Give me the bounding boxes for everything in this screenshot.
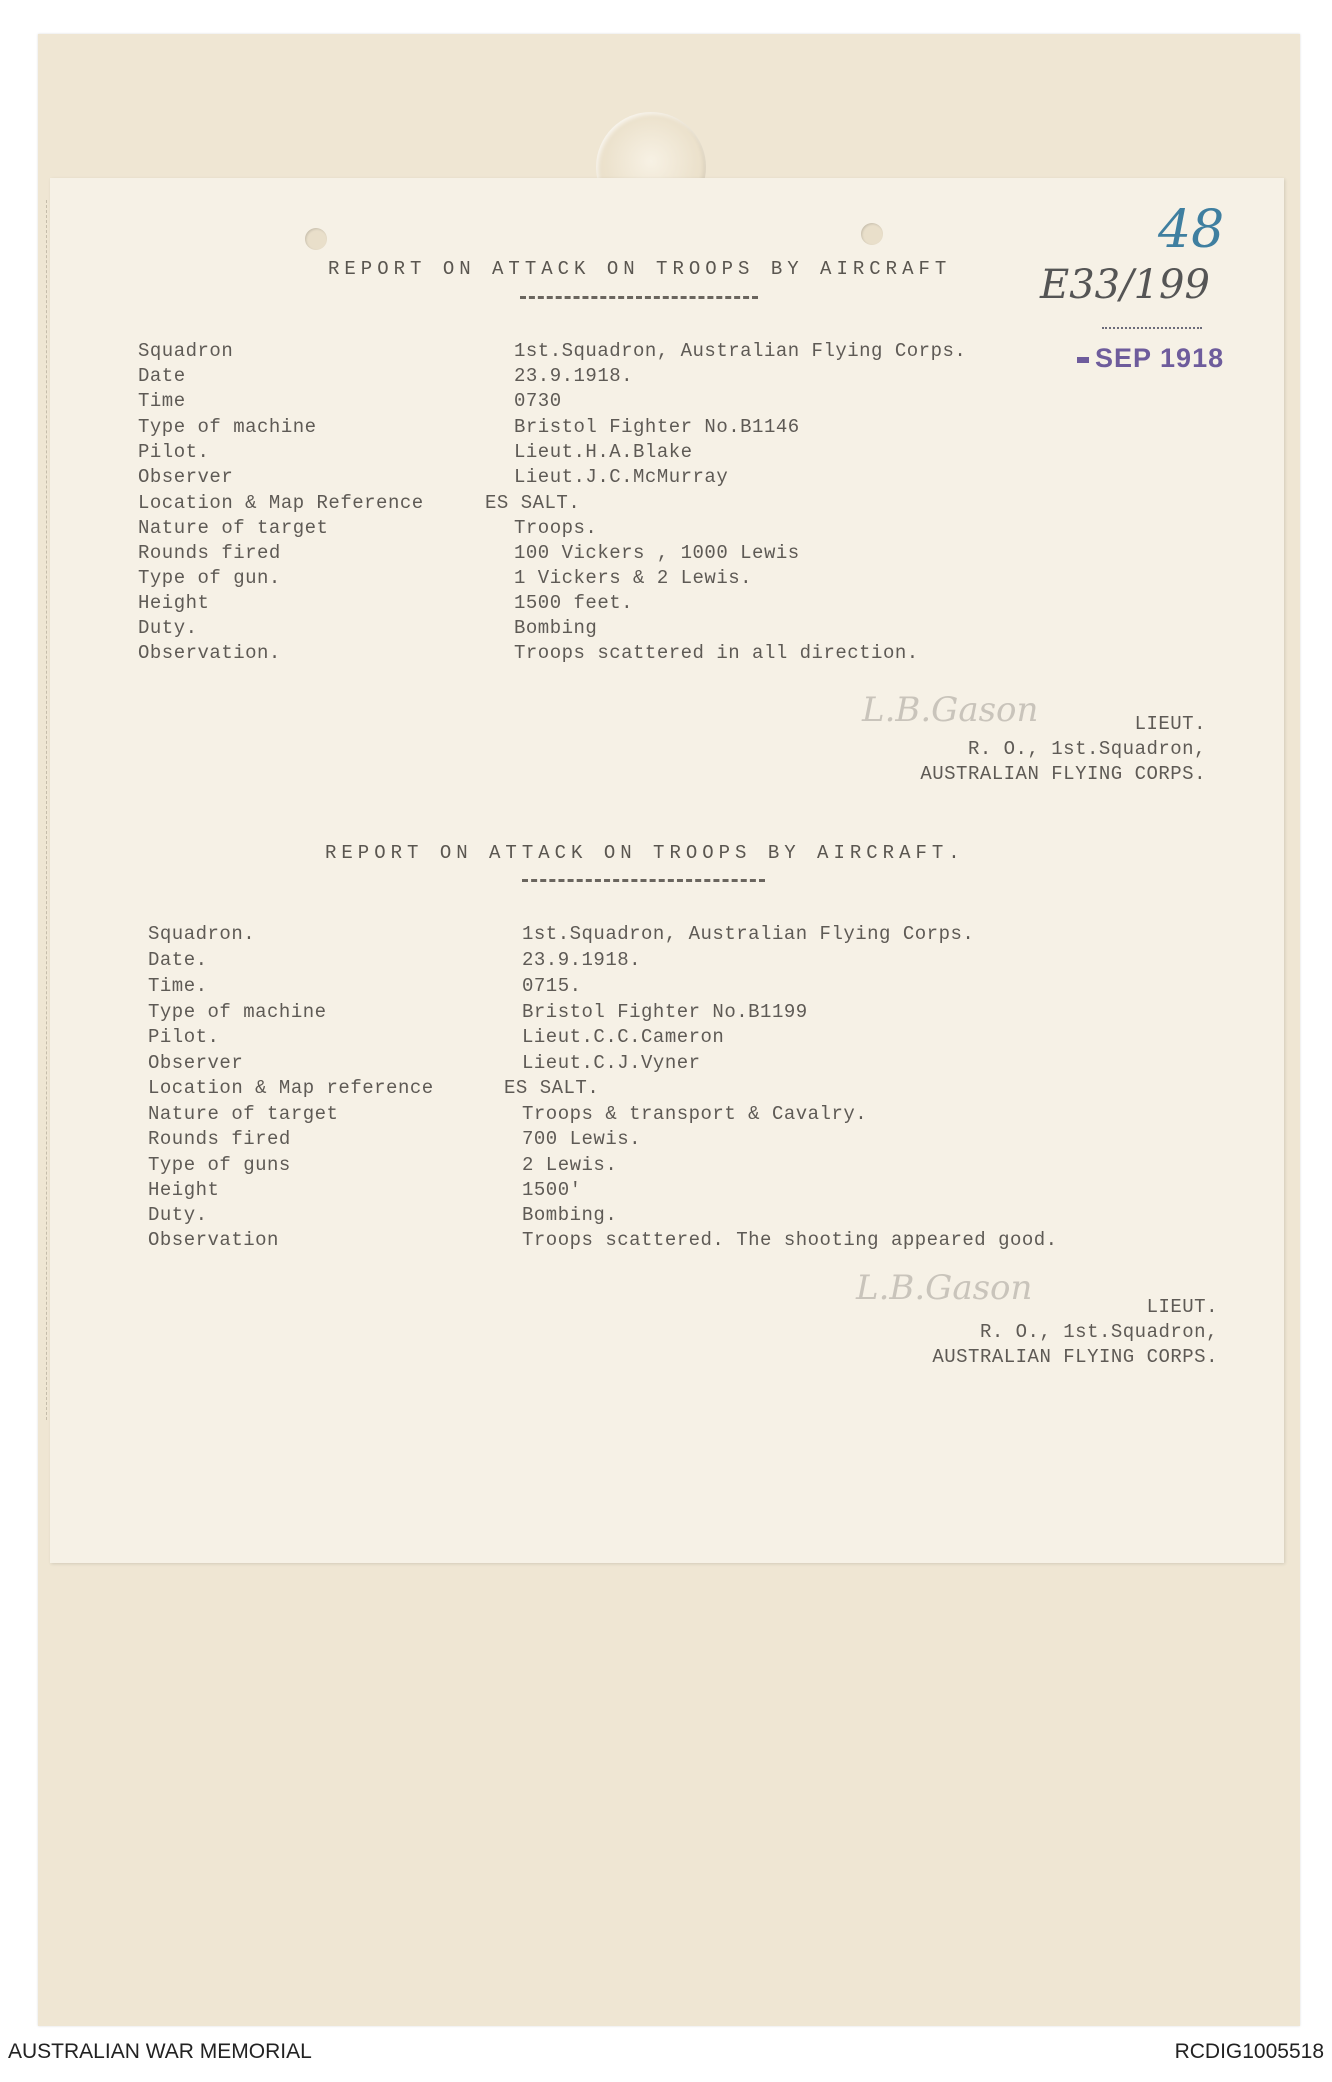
unit-text: AUSTRALIAN FLYING CORPS. bbox=[920, 763, 1206, 785]
field-value: 2 Lewis. bbox=[522, 1154, 618, 1176]
field-label: Type of machine bbox=[138, 416, 317, 438]
stamp-dash-icon bbox=[1077, 357, 1089, 363]
field-value: 0730 bbox=[514, 390, 562, 412]
field-value: 100 Vickers , 1000 Lewis bbox=[514, 542, 800, 564]
field-value: Troops & transport & Cavalry. bbox=[522, 1103, 868, 1125]
field-label: Date. bbox=[148, 949, 208, 971]
field-value: 1 Vickers & 2 Lewis. bbox=[514, 567, 753, 589]
field-label: Rounds fired bbox=[138, 542, 281, 564]
dotted-line bbox=[1102, 327, 1202, 329]
field-label: Location & Map Reference bbox=[138, 492, 424, 514]
rank-text: LIEUT. bbox=[1146, 1296, 1218, 1318]
field-label: Type of machine bbox=[148, 1001, 327, 1023]
field-label: Time. bbox=[148, 975, 208, 997]
field-value: Bombing. bbox=[522, 1204, 618, 1226]
role-text: R. O., 1st.Squadron, bbox=[967, 738, 1206, 760]
title-underline bbox=[522, 879, 765, 882]
footer-record-id: RCDIG1005518 bbox=[1174, 2040, 1324, 2063]
field-label: Rounds fired bbox=[148, 1128, 291, 1150]
title-underline bbox=[520, 296, 758, 299]
field-value: Lieut.C.J.Vyner bbox=[522, 1052, 701, 1074]
field-label: Date bbox=[138, 365, 186, 387]
punch-hole-icon bbox=[305, 228, 327, 250]
field-label: Observation. bbox=[138, 642, 281, 664]
field-label: Squadron. bbox=[148, 923, 256, 945]
field-value: ES SALT. bbox=[504, 1077, 600, 1099]
field-label: Type of gun. bbox=[138, 567, 281, 589]
rank-text: LIEUT. bbox=[1134, 713, 1206, 735]
binding-edge bbox=[38, 200, 47, 1420]
field-label: Height bbox=[138, 592, 210, 614]
field-label: Height bbox=[148, 1179, 220, 1201]
field-value: 700 Lewis. bbox=[522, 1128, 642, 1150]
field-label: Time bbox=[138, 390, 186, 412]
signature: L.B.Gason bbox=[856, 1268, 1033, 1308]
field-label: Duty. bbox=[148, 1204, 208, 1226]
field-value: 23.9.1918. bbox=[522, 949, 642, 971]
field-value: 23.9.1918. bbox=[514, 365, 634, 387]
role-text: R. O., 1st.Squadron, bbox=[979, 1321, 1218, 1343]
signature-block bbox=[932, 1295, 1218, 1370]
field-value: 0715. bbox=[522, 975, 582, 997]
field-label: Nature of target bbox=[148, 1103, 339, 1125]
field-value: Bristol Fighter No.B1146 bbox=[514, 416, 800, 438]
field-value: Troops scattered in all direction. bbox=[514, 642, 919, 664]
report-title: REPORT ON ATTACK ON TROOPS BY AIRCRAFT. bbox=[325, 842, 965, 864]
footer-source: AUSTRALIAN WAR MEMORIAL bbox=[8, 2040, 312, 2063]
unit-text: AUSTRALIAN FLYING CORPS. bbox=[932, 1346, 1218, 1368]
field-label: Type of guns bbox=[148, 1154, 291, 1176]
field-label: Observer bbox=[148, 1052, 244, 1074]
field-value: Troops scattered. The shooting appeared good. bbox=[522, 1229, 1058, 1251]
date-stamp bbox=[1077, 343, 1224, 374]
field-label: Observer bbox=[138, 466, 234, 488]
field-label: Squadron bbox=[138, 340, 234, 362]
field-value: Bristol Fighter No.B1199 bbox=[522, 1001, 808, 1023]
field-label: Nature of target bbox=[138, 517, 329, 539]
field-value: ES SALT. bbox=[485, 492, 581, 514]
file-reference: E33/199 bbox=[1040, 262, 1210, 308]
field-label: Observation bbox=[148, 1229, 279, 1251]
field-value: 1st.Squadron, Australian Flying Corps. bbox=[514, 340, 967, 362]
field-value: Lieut.C.C.Cameron bbox=[522, 1026, 725, 1048]
field-value: 1500' bbox=[522, 1179, 582, 1201]
field-value: 1500 feet. bbox=[514, 592, 634, 614]
signature: L.B.Gason bbox=[862, 690, 1039, 730]
field-label: Location & Map reference bbox=[148, 1077, 434, 1099]
folio-number: 48 bbox=[1158, 200, 1225, 260]
report-title: REPORT ON ATTACK ON TROOPS BY AIRCRAFT bbox=[328, 258, 952, 280]
field-value: 1st.Squadron, Australian Flying Corps. bbox=[522, 923, 975, 945]
field-value: Troops. bbox=[514, 517, 598, 539]
signature-block bbox=[920, 712, 1206, 787]
field-label: Pilot. bbox=[148, 1026, 220, 1048]
field-label: Pilot. bbox=[138, 441, 210, 463]
field-label: Duty. bbox=[138, 617, 198, 639]
punch-hole-icon bbox=[861, 223, 883, 245]
field-value: Lieut.J.C.McMurray bbox=[514, 466, 729, 488]
field-value: Bombing bbox=[514, 617, 598, 639]
field-value: Lieut.H.A.Blake bbox=[514, 441, 693, 463]
date-stamp-text: SEP 1918 bbox=[1095, 343, 1225, 373]
